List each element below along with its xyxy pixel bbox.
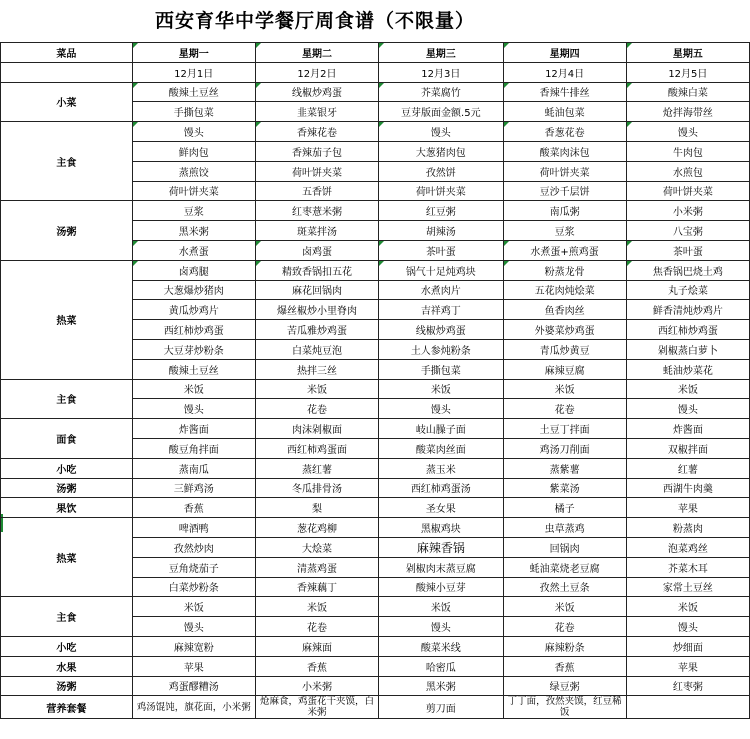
dish-cell: 卤鸡蛋 bbox=[255, 240, 378, 260]
dish-cell: 酸辣土豆丝 bbox=[132, 359, 255, 379]
page-title: 西安育华中学餐厅周食谱（不限量） bbox=[154, 10, 475, 32]
category-cell: 主食 bbox=[1, 379, 133, 419]
dish-cell: 香辣牛排丝 bbox=[503, 82, 626, 102]
dish-cell: 蒸玉米 bbox=[379, 458, 503, 478]
dish-cell: 红薯 bbox=[626, 458, 749, 478]
dish-cell: 泡菜鸡丝 bbox=[626, 537, 749, 557]
dish-cell: 鸡蛋醪糟汤 bbox=[132, 676, 255, 696]
dish-cell: 米饭 bbox=[132, 597, 255, 617]
category-cell: 汤粥 bbox=[1, 676, 133, 696]
dish-cell: 花卷 bbox=[255, 617, 378, 637]
dish-cell: 斑菜拌汤 bbox=[255, 221, 378, 241]
dish-cell: 黑米粥 bbox=[132, 221, 255, 241]
menu-row bbox=[1, 656, 750, 676]
dish-cell: 啤酒鸭 bbox=[132, 518, 255, 538]
dish-cell: 蒸煎饺 bbox=[132, 161, 255, 181]
dish-cell: 苦瓜雅炒鸡蛋 bbox=[255, 320, 378, 340]
dish-cell: 麻辣宽粉 bbox=[132, 636, 255, 656]
dish-cell: 花卷 bbox=[503, 617, 626, 637]
dish-cell: 剁椒蒸白萝卜 bbox=[626, 339, 749, 359]
menu-row bbox=[1, 478, 750, 498]
dish-cell: 豆沙千层饼 bbox=[503, 181, 626, 201]
dish-cell: 馒头 bbox=[132, 617, 255, 637]
dish-cell: 吉祥鸡丁 bbox=[379, 300, 503, 320]
dish-cell: 香蕉 bbox=[503, 656, 626, 676]
dish-cell: 小米粥 bbox=[626, 201, 749, 221]
dish-cell: 荷叶饼夹菜 bbox=[503, 161, 626, 181]
dish-cell: 炸酱面 bbox=[132, 419, 255, 439]
dish-cell: 三鲜鸡汤 bbox=[132, 478, 255, 498]
date-cell: 12月1日 bbox=[132, 62, 255, 82]
dish-cell: 花卷 bbox=[255, 399, 378, 419]
dish-cell: 米饭 bbox=[255, 597, 378, 617]
dish-cell: 鱼香肉丝 bbox=[503, 300, 626, 320]
dish-cell: 红枣薏米粥 bbox=[255, 201, 378, 221]
dish-cell: 西红柿鸡蛋汤 bbox=[379, 478, 503, 498]
blank-cell bbox=[1, 62, 133, 82]
dish-cell: 馒头 bbox=[132, 399, 255, 419]
dish-cell: 麻辣香锅 bbox=[379, 537, 503, 557]
dish-cell: 蒸红薯 bbox=[255, 458, 378, 478]
dish-cell: 线椒炒鸡蛋 bbox=[379, 320, 503, 340]
dish-cell: 精致香锅扣五花 bbox=[255, 260, 378, 280]
date-cell: 12月3日 bbox=[379, 62, 503, 82]
dish-cell: 青瓜炒黄豆 bbox=[503, 339, 626, 359]
dish-cell: 香葱花卷 bbox=[503, 122, 626, 142]
dish-cell: 蚝油包菜 bbox=[503, 102, 626, 122]
dish-cell: 岐山臊子面 bbox=[379, 419, 503, 439]
dish-cell: 芥菜腐竹 bbox=[379, 82, 503, 102]
dish-cell: 肉沫剁椒面 bbox=[255, 419, 378, 439]
dish-cell: 土人参炖粉条 bbox=[379, 339, 503, 359]
dish-cell: 手撕包菜 bbox=[379, 359, 503, 379]
dish-cell: 葱花鸡柳 bbox=[255, 518, 378, 538]
dish-cell: 炒细面 bbox=[626, 636, 749, 656]
dish-cell: 芥菜木耳 bbox=[626, 557, 749, 577]
dish-cell: 米饭 bbox=[626, 379, 749, 399]
dish-cell: 牛肉包 bbox=[626, 141, 749, 161]
dish-cell: 黑米粥 bbox=[379, 676, 503, 696]
dish-cell: 米饭 bbox=[255, 379, 378, 399]
dish-cell: 酸菜肉沫包 bbox=[503, 141, 626, 161]
dish-cell: 粉蒸肉 bbox=[626, 518, 749, 538]
dish-cell: 锅气十足炖鸡块 bbox=[379, 260, 503, 280]
dish-cell: 绿豆粥 bbox=[503, 676, 626, 696]
dish-cell: 水煮肉片 bbox=[379, 280, 503, 300]
dish-cell: 荷叶饼夹菜 bbox=[132, 181, 255, 201]
dish-cell: 小米粥 bbox=[255, 676, 378, 696]
category-cell: 主食 bbox=[1, 122, 133, 201]
dish-cell: 鸡汤馄饨，旗花面，小米粥 bbox=[132, 696, 255, 719]
menu-row bbox=[1, 260, 750, 280]
header-row bbox=[1, 43, 750, 63]
dish-cell: 丸子烩菜 bbox=[626, 280, 749, 300]
category-header: 菜品 bbox=[1, 43, 133, 63]
dish-cell: 馒头 bbox=[379, 122, 503, 142]
dish-cell: 红枣粥 bbox=[626, 676, 749, 696]
dish-cell: 蚝油菜烧老豆腐 bbox=[503, 557, 626, 577]
dish-cell: 线椒炒鸡蛋 bbox=[255, 82, 378, 102]
dish-cell: 豆浆 bbox=[132, 201, 255, 221]
dish-cell: 米饭 bbox=[626, 597, 749, 617]
dish-cell: 苹果 bbox=[626, 498, 749, 518]
dish-cell: 外婆菜炒鸡蛋 bbox=[503, 320, 626, 340]
dish-cell: 茶叶蛋 bbox=[626, 240, 749, 260]
dish-cell: 梨 bbox=[255, 498, 378, 518]
date-cell: 12月4日 bbox=[503, 62, 626, 82]
day-header: 星期一 bbox=[132, 43, 255, 63]
dish-cell: 麻花回锅肉 bbox=[255, 280, 378, 300]
dish-cell: 荷叶饼夹菜 bbox=[626, 181, 749, 201]
menu-row bbox=[1, 636, 750, 656]
dish-cell: 黑椒鸡块 bbox=[379, 518, 503, 538]
menu-row bbox=[1, 458, 750, 478]
dish-cell: 酸辣白菜 bbox=[626, 82, 749, 102]
dish-cell: 豆浆 bbox=[503, 221, 626, 241]
dish-cell: 酸菜米线 bbox=[379, 636, 503, 656]
dish-cell: 酸辣小豆芽 bbox=[379, 577, 503, 597]
menu-row bbox=[1, 201, 750, 221]
dish-cell: 黄瓜炒鸡片 bbox=[132, 300, 255, 320]
dish-cell: 紫菜汤 bbox=[503, 478, 626, 498]
weekly-menu-table bbox=[0, 42, 750, 719]
dish-cell: 西红柿鸡蛋面 bbox=[255, 438, 378, 458]
dish-cell: 焦香锅巴烧土鸡 bbox=[626, 260, 749, 280]
dish-cell: 清蒸鸡蛋 bbox=[255, 557, 378, 577]
dish-cell: 剪刀面 bbox=[379, 696, 503, 719]
dish-cell: 米饭 bbox=[503, 379, 626, 399]
day-header: 星期三 bbox=[379, 43, 503, 63]
dish-cell: 香辣茄子包 bbox=[255, 141, 378, 161]
dish-cell: 蒸南瓜 bbox=[132, 458, 255, 478]
menu-row bbox=[1, 419, 750, 439]
dish-cell: 圣女果 bbox=[379, 498, 503, 518]
dish-cell: 米饭 bbox=[379, 597, 503, 617]
dish-cell: 橘子 bbox=[503, 498, 626, 518]
date-cell: 12月5日 bbox=[626, 62, 749, 82]
dish-cell: 回锅肉 bbox=[503, 537, 626, 557]
dish-cell: 酸豆角拌面 bbox=[132, 438, 255, 458]
dish-cell: 孜然饼 bbox=[379, 161, 503, 181]
menu-row bbox=[1, 676, 750, 696]
category-cell: 水果 bbox=[1, 656, 133, 676]
dish-cell: 鸡汤刀削面 bbox=[503, 438, 626, 458]
menu-row bbox=[1, 122, 750, 142]
dish-cell: 麻辣面 bbox=[255, 636, 378, 656]
dish-cell: 苹果 bbox=[132, 656, 255, 676]
dish-cell: 大葱猪肉包 bbox=[379, 141, 503, 161]
menu-row bbox=[1, 696, 750, 719]
dish-cell: 大烩菜 bbox=[255, 537, 378, 557]
dish-cell: 白菜炖豆泡 bbox=[255, 339, 378, 359]
dish-cell: 双椒拌面 bbox=[626, 438, 749, 458]
dish-cell: 酸辣土豆丝 bbox=[132, 82, 255, 102]
dish-cell: 麻辣粉条 bbox=[503, 636, 626, 656]
dish-cell: 南瓜粥 bbox=[503, 201, 626, 221]
dish-cell: 五花肉炖烩菜 bbox=[503, 280, 626, 300]
dish-cell: 蒸紫薯 bbox=[503, 458, 626, 478]
dish-cell: 西湖牛肉羹 bbox=[626, 478, 749, 498]
dish-cell: 西红柿炒鸡蛋 bbox=[132, 320, 255, 340]
dish-cell: 丁丁面，孜然夹馍，红豆稀饭 bbox=[503, 696, 626, 719]
category-cell: 热菜 bbox=[1, 518, 133, 597]
dish-cell: 白菜炒粉条 bbox=[132, 577, 255, 597]
dish-cell: 鲜肉包 bbox=[132, 141, 255, 161]
date-row bbox=[1, 62, 750, 82]
dish-cell: 酸菜肉丝面 bbox=[379, 438, 503, 458]
dish-cell: 馒头 bbox=[626, 399, 749, 419]
dish-cell: 八宝粥 bbox=[626, 221, 749, 241]
dish-cell: 西红柿炒鸡蛋 bbox=[626, 320, 749, 340]
dish-cell: 水煮蛋+煎鸡蛋 bbox=[503, 240, 626, 260]
dish-cell: 豆芽版面金额.5元 bbox=[379, 102, 503, 122]
menu-row bbox=[1, 379, 750, 399]
menu-row bbox=[1, 597, 750, 617]
dish-cell: 荷叶饼夹菜 bbox=[379, 181, 503, 201]
dish-cell: 土豆丁拌面 bbox=[503, 419, 626, 439]
dish-cell: 馒头 bbox=[132, 122, 255, 142]
dish-cell: 水煎包 bbox=[626, 161, 749, 181]
dish-cell: 热拌三丝 bbox=[255, 359, 378, 379]
dish-cell: 剁椒肉末蒸豆腐 bbox=[379, 557, 503, 577]
dish-cell: 炝麻食，鸡蛋花干夹馍，白米粥 bbox=[255, 696, 378, 719]
category-cell: 小吃 bbox=[1, 458, 133, 478]
dish-cell: 馒头 bbox=[379, 617, 503, 637]
dish-cell: 米饭 bbox=[379, 379, 503, 399]
dish-cell: 米饭 bbox=[503, 597, 626, 617]
dish-cell: 韭菜银牙 bbox=[255, 102, 378, 122]
menu-row bbox=[1, 498, 750, 518]
menu-row bbox=[1, 82, 750, 102]
dish-cell: 馒头 bbox=[379, 399, 503, 419]
dish-cell: 炝拌海带丝 bbox=[626, 102, 749, 122]
dish-cell: 花卷 bbox=[503, 399, 626, 419]
dish-cell: 香辣花卷 bbox=[255, 122, 378, 142]
date-cell: 12月2日 bbox=[255, 62, 378, 82]
dish-cell: 麻辣豆腐 bbox=[503, 359, 626, 379]
dish-cell: 馒头 bbox=[626, 122, 749, 142]
dish-cell: 水煮蛋 bbox=[132, 240, 255, 260]
dish-cell: 大葱爆炒猪肉 bbox=[132, 280, 255, 300]
category-cell: 汤粥 bbox=[1, 478, 133, 498]
dish-cell: 苹果 bbox=[626, 656, 749, 676]
dish-cell: 鲜香清炖炒鸡片 bbox=[626, 300, 749, 320]
category-cell: 汤粥 bbox=[1, 201, 133, 260]
dish-cell: 蚝油炒菜花 bbox=[626, 359, 749, 379]
dish-cell: 馒头 bbox=[626, 617, 749, 637]
dish-cell: 哈密瓜 bbox=[379, 656, 503, 676]
day-header: 星期二 bbox=[255, 43, 378, 63]
day-header: 星期四 bbox=[503, 43, 626, 63]
dish-cell: 爆丝椒炒小里脊肉 bbox=[255, 300, 378, 320]
category-cell: 面食 bbox=[1, 419, 133, 459]
dish-cell: 荷叶饼夹菜 bbox=[255, 161, 378, 181]
dish-cell bbox=[626, 696, 749, 719]
dish-cell: 孜然炒肉 bbox=[132, 537, 255, 557]
dish-cell: 豆角烧茄子 bbox=[132, 557, 255, 577]
category-cell: 果饮 bbox=[1, 498, 133, 518]
dish-cell: 红豆粥 bbox=[379, 201, 503, 221]
dish-cell: 家常土豆丝 bbox=[626, 577, 749, 597]
dish-cell: 茶叶蛋 bbox=[379, 240, 503, 260]
dish-cell: 粉蒸龙骨 bbox=[503, 260, 626, 280]
menu-row bbox=[1, 518, 750, 538]
dish-cell: 香蕉 bbox=[255, 656, 378, 676]
category-cell: 主食 bbox=[1, 597, 133, 637]
dish-cell: 炸酱面 bbox=[626, 419, 749, 439]
dish-cell: 冬瓜排骨汤 bbox=[255, 478, 378, 498]
category-cell: 小吃 bbox=[1, 636, 133, 656]
dish-cell: 手撕包菜 bbox=[132, 102, 255, 122]
category-cell: 小菜 bbox=[1, 82, 133, 122]
dish-cell: 香辣藕丁 bbox=[255, 577, 378, 597]
day-header: 星期五 bbox=[626, 43, 749, 63]
dish-cell: 米饭 bbox=[132, 379, 255, 399]
category-cell: 营养套餐 bbox=[1, 696, 133, 719]
category-cell: 热菜 bbox=[1, 260, 133, 379]
dish-cell: 孜然土豆条 bbox=[503, 577, 626, 597]
dish-cell: 虫草蒸鸡 bbox=[503, 518, 626, 538]
dish-cell: 香蕉 bbox=[132, 498, 255, 518]
dish-cell: 大豆芽炒粉条 bbox=[132, 339, 255, 359]
dish-cell: 五香饼 bbox=[255, 181, 378, 201]
dish-cell: 胡辣汤 bbox=[379, 221, 503, 241]
dish-cell: 卤鸡腿 bbox=[132, 260, 255, 280]
